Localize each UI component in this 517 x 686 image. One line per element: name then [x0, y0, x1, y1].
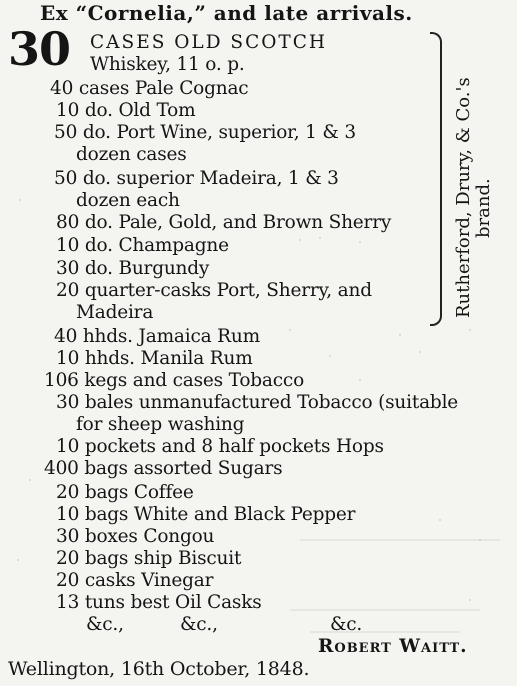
etc-left: &c., — [86, 614, 124, 635]
etc-right: &c. — [330, 614, 363, 635]
item-line: 80 do. Pale, Gold, and Brown Sherry — [56, 212, 392, 233]
advert-header: Ex “Cornelia,” and late arrivals. — [40, 1, 413, 25]
brand-note-line1: Rutherford, Drury, & Co.'s — [453, 77, 474, 318]
item-line: 10 hhds. Manila Rum — [56, 348, 253, 369]
item-line: dozen each — [76, 190, 180, 211]
signature: Robert Waitt. — [318, 636, 468, 657]
group-brace — [430, 32, 442, 326]
item-line: Madeira — [76, 302, 154, 323]
item-line: 30 bales unmanufactured Tobacco (suitable — [56, 392, 459, 413]
item-line: 20 bags ship Biscuit — [56, 548, 242, 569]
lead-quantity: 30 — [8, 22, 71, 76]
item-line: 30 boxes Congou — [56, 526, 215, 547]
item-line: 40 cases Pale Cognac — [50, 78, 249, 99]
item-line: CASES OLD SCOTCH — [90, 32, 328, 53]
item-line: 20 casks Vinegar — [56, 570, 214, 591]
item-line: 20 bags Coffee — [56, 482, 194, 503]
item-line: 106 kegs and cases Tobacco — [44, 370, 305, 391]
item-line: 13 tuns best Oil Casks — [56, 592, 262, 613]
footer-place-date: Wellington, 16th October, 1848. — [8, 658, 310, 680]
etc-mid: &c., — [180, 614, 218, 635]
item-line: 50 do. Port Wine, superior, 1 & 3 — [54, 122, 356, 143]
item-line: Whiskey, 11 o. p. — [90, 54, 245, 75]
item-line: 40 hhds. Jamaica Rum — [54, 326, 260, 347]
item-line: 400 bags assorted Sugars — [44, 458, 283, 479]
brand-note — [454, 77, 494, 318]
item-line: 10 do. Champagne — [56, 235, 229, 256]
item-line: 10 bags White and Black Pepper — [56, 504, 356, 525]
item-line: 50 do. superior Madeira, 1 & 3 — [54, 168, 339, 189]
item-line: 30 do. Burgundy — [56, 258, 210, 279]
brand-note-line2: brand. — [473, 178, 494, 238]
item-line: 20 quarter-casks Port, Sherry, and — [56, 280, 372, 301]
item-line: for sheep washing — [76, 414, 245, 435]
item-line: 10 pockets and 8 half pockets Hops — [56, 436, 384, 457]
item-line: dozen cases — [76, 144, 187, 165]
item-line: 10 do. Old Tom — [56, 100, 196, 121]
